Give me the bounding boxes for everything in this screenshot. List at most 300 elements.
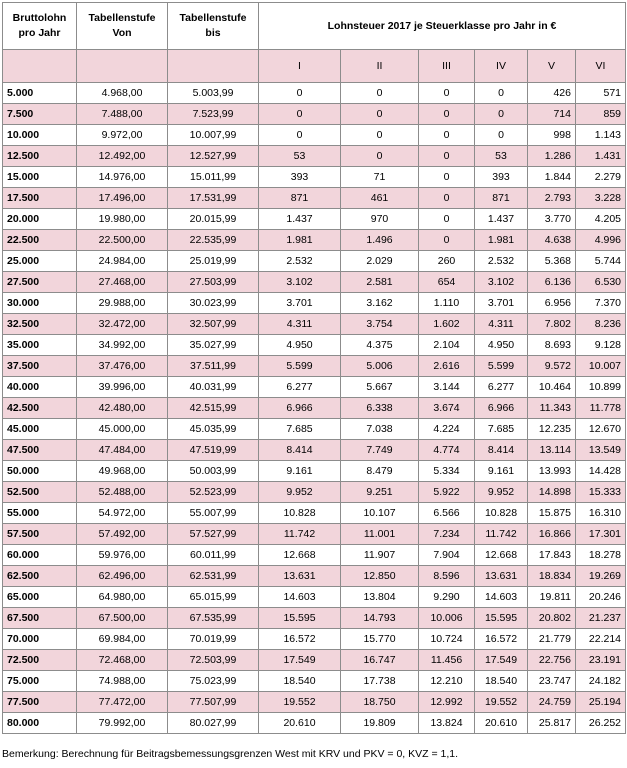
cell-class-vi: 1.431	[576, 146, 626, 167]
table-row	[3, 398, 626, 419]
subheader-class-iv: IV	[475, 50, 528, 83]
cell-von: 12.492,00	[77, 146, 168, 167]
cell-class-i: 0	[259, 125, 341, 146]
cell-bruttolohn: 10.000	[3, 125, 77, 146]
cell-class-vi: 859	[576, 104, 626, 125]
cell-class-v: 11.343	[528, 398, 576, 419]
cell-class-v: 16.866	[528, 524, 576, 545]
cell-bruttolohn: 12.500	[3, 146, 77, 167]
cell-class-iv: 3.701	[475, 293, 528, 314]
cell-bruttolohn: 5.000	[3, 83, 77, 104]
cell-class-ii: 17.738	[341, 671, 419, 692]
cell-bruttolohn: 15.000	[3, 167, 77, 188]
cell-class-vi: 25.194	[576, 692, 626, 713]
cell-class-iii: 6.566	[419, 503, 475, 524]
cell-bis: 37.511,99	[168, 356, 259, 377]
header-lohnsteuer-title: Lohnsteuer 2017 je Steuerklasse pro Jahr in €	[259, 3, 626, 50]
cell-class-vi: 17.301	[576, 524, 626, 545]
table-row	[3, 314, 626, 335]
cell-class-i: 3.102	[259, 272, 341, 293]
subheader-class-v: V	[528, 50, 576, 83]
cell-class-iii: 11.456	[419, 650, 475, 671]
cell-class-i: 7.685	[259, 419, 341, 440]
cell-class-v: 2.793	[528, 188, 576, 209]
cell-class-iv: 9.161	[475, 461, 528, 482]
tax-table-container	[2, 2, 625, 734]
cell-class-i: 16.572	[259, 629, 341, 650]
cell-class-v: 22.756	[528, 650, 576, 671]
cell-bruttolohn: 32.500	[3, 314, 77, 335]
cell-class-iii: 9.290	[419, 587, 475, 608]
cell-class-ii: 15.770	[341, 629, 419, 650]
cell-bruttolohn: 57.500	[3, 524, 77, 545]
cell-class-iii: 10.006	[419, 608, 475, 629]
cell-class-iv: 15.595	[475, 608, 528, 629]
cell-class-vi: 8.236	[576, 314, 626, 335]
cell-class-ii: 5.006	[341, 356, 419, 377]
cell-class-ii: 461	[341, 188, 419, 209]
cell-bruttolohn: 7.500	[3, 104, 77, 125]
cell-class-iv: 4.311	[475, 314, 528, 335]
cell-class-iv: 871	[475, 188, 528, 209]
cell-class-v: 6.136	[528, 272, 576, 293]
cell-bis: 32.507,99	[168, 314, 259, 335]
cell-class-vi: 19.269	[576, 566, 626, 587]
cell-class-iv: 6.277	[475, 377, 528, 398]
cell-bruttolohn: 40.000	[3, 377, 77, 398]
cell-class-i: 12.668	[259, 545, 341, 566]
cell-class-v: 13.114	[528, 440, 576, 461]
footnote-remark: Bemerkung: Berechnung für Beitragsbemessungsgrenzen West mit KRV und PKV = 0, KVZ = 1,1.	[2, 748, 459, 760]
cell-class-ii: 2.029	[341, 251, 419, 272]
cell-von: 24.984,00	[77, 251, 168, 272]
cell-von: 77.472,00	[77, 692, 168, 713]
cell-bis: 22.535,99	[168, 230, 259, 251]
cell-von: 54.972,00	[77, 503, 168, 524]
cell-class-vi: 1.143	[576, 125, 626, 146]
cell-class-vi: 2.279	[576, 167, 626, 188]
cell-class-iv: 11.742	[475, 524, 528, 545]
tax-table	[2, 2, 626, 734]
cell-class-vi: 12.670	[576, 419, 626, 440]
cell-class-v: 10.464	[528, 377, 576, 398]
cell-class-iii: 5.334	[419, 461, 475, 482]
table-row	[3, 524, 626, 545]
cell-bis: 25.019,99	[168, 251, 259, 272]
cell-class-ii: 14.793	[341, 608, 419, 629]
cell-von: 19.980,00	[77, 209, 168, 230]
cell-bis: 75.023,99	[168, 671, 259, 692]
cell-class-i: 18.540	[259, 671, 341, 692]
cell-class-i: 8.414	[259, 440, 341, 461]
table-row	[3, 566, 626, 587]
cell-class-ii: 6.338	[341, 398, 419, 419]
cell-class-i: 10.828	[259, 503, 341, 524]
subheader-class-vi: VI	[576, 50, 626, 83]
cell-class-vi: 20.246	[576, 587, 626, 608]
table-row	[3, 251, 626, 272]
cell-class-vi: 571	[576, 83, 626, 104]
cell-class-iv: 10.828	[475, 503, 528, 524]
cell-class-ii: 3.162	[341, 293, 419, 314]
cell-von: 9.972,00	[77, 125, 168, 146]
cell-class-iv: 2.532	[475, 251, 528, 272]
cell-bis: 65.015,99	[168, 587, 259, 608]
cell-von: 74.988,00	[77, 671, 168, 692]
cell-class-v: 15.875	[528, 503, 576, 524]
cell-class-ii: 5.667	[341, 377, 419, 398]
cell-class-vi: 16.310	[576, 503, 626, 524]
cell-bis: 15.011,99	[168, 167, 259, 188]
cell-class-vi: 23.191	[576, 650, 626, 671]
cell-von: 17.496,00	[77, 188, 168, 209]
cell-class-v: 23.747	[528, 671, 576, 692]
cell-class-v: 17.843	[528, 545, 576, 566]
table-row	[3, 692, 626, 713]
table-row	[3, 188, 626, 209]
cell-bis: 5.003,99	[168, 83, 259, 104]
header-tabellenstufe-von: Tabellenstufe Von	[77, 3, 168, 50]
cell-class-ii: 8.479	[341, 461, 419, 482]
cell-class-ii: 11.907	[341, 545, 419, 566]
cell-bruttolohn: 37.500	[3, 356, 77, 377]
cell-class-iii: 0	[419, 104, 475, 125]
table-row	[3, 608, 626, 629]
cell-class-iv: 18.540	[475, 671, 528, 692]
cell-class-iii: 4.774	[419, 440, 475, 461]
cell-class-v: 1.286	[528, 146, 576, 167]
cell-von: 62.496,00	[77, 566, 168, 587]
cell-class-iii: 260	[419, 251, 475, 272]
cell-bis: 57.527,99	[168, 524, 259, 545]
cell-bis: 55.007,99	[168, 503, 259, 524]
cell-class-iv: 53	[475, 146, 528, 167]
cell-bruttolohn: 50.000	[3, 461, 77, 482]
cell-class-ii: 9.251	[341, 482, 419, 503]
cell-class-i: 17.549	[259, 650, 341, 671]
cell-class-v: 20.802	[528, 608, 576, 629]
cell-class-v: 426	[528, 83, 576, 104]
cell-class-i: 11.742	[259, 524, 341, 545]
cell-bruttolohn: 22.500	[3, 230, 77, 251]
cell-class-iv: 0	[475, 83, 528, 104]
table-row	[3, 146, 626, 167]
cell-bis: 27.503,99	[168, 272, 259, 293]
cell-class-v: 9.572	[528, 356, 576, 377]
cell-bruttolohn: 45.000	[3, 419, 77, 440]
cell-class-iii: 3.674	[419, 398, 475, 419]
cell-von: 59.976,00	[77, 545, 168, 566]
cell-bis: 10.007,99	[168, 125, 259, 146]
cell-class-v: 14.898	[528, 482, 576, 503]
table-row	[3, 587, 626, 608]
cell-class-v: 18.834	[528, 566, 576, 587]
cell-class-i: 2.532	[259, 251, 341, 272]
cell-class-iv: 20.610	[475, 713, 528, 734]
cell-bruttolohn: 35.000	[3, 335, 77, 356]
cell-class-i: 4.311	[259, 314, 341, 335]
cell-class-iv: 12.668	[475, 545, 528, 566]
cell-class-v: 6.956	[528, 293, 576, 314]
cell-bruttolohn: 72.500	[3, 650, 77, 671]
table-row	[3, 440, 626, 461]
cell-class-vi: 21.237	[576, 608, 626, 629]
cell-class-iv: 16.572	[475, 629, 528, 650]
cell-von: 52.488,00	[77, 482, 168, 503]
cell-bis: 45.035,99	[168, 419, 259, 440]
cell-class-v: 714	[528, 104, 576, 125]
cell-class-v: 1.844	[528, 167, 576, 188]
cell-class-vi: 4.996	[576, 230, 626, 251]
cell-class-iii: 1.602	[419, 314, 475, 335]
cell-class-iv: 393	[475, 167, 528, 188]
cell-class-i: 3.701	[259, 293, 341, 314]
cell-von: 49.968,00	[77, 461, 168, 482]
cell-class-ii: 7.038	[341, 419, 419, 440]
cell-class-iii: 3.144	[419, 377, 475, 398]
cell-von: 42.480,00	[77, 398, 168, 419]
cell-bis: 12.527,99	[168, 146, 259, 167]
cell-class-iv: 19.552	[475, 692, 528, 713]
cell-class-iii: 7.904	[419, 545, 475, 566]
cell-class-iii: 0	[419, 188, 475, 209]
cell-class-i: 0	[259, 83, 341, 104]
cell-class-i: 6.277	[259, 377, 341, 398]
cell-class-i: 0	[259, 104, 341, 125]
cell-bruttolohn: 42.500	[3, 398, 77, 419]
header-bruttolohn: Bruttolohn pro Jahr	[3, 3, 77, 50]
cell-class-ii: 71	[341, 167, 419, 188]
cell-class-vi: 10.007	[576, 356, 626, 377]
cell-class-i: 6.966	[259, 398, 341, 419]
cell-class-ii: 2.581	[341, 272, 419, 293]
cell-class-i: 1.981	[259, 230, 341, 251]
cell-class-vi: 6.530	[576, 272, 626, 293]
cell-bruttolohn: 27.500	[3, 272, 77, 293]
cell-bis: 17.531,99	[168, 188, 259, 209]
cell-class-v: 3.770	[528, 209, 576, 230]
cell-bruttolohn: 80.000	[3, 713, 77, 734]
cell-class-vi: 11.778	[576, 398, 626, 419]
cell-class-iii: 2.616	[419, 356, 475, 377]
cell-von: 32.472,00	[77, 314, 168, 335]
subheader-empty-brutto	[3, 50, 77, 83]
table-row	[3, 419, 626, 440]
cell-class-iv: 8.414	[475, 440, 528, 461]
cell-class-ii: 19.809	[341, 713, 419, 734]
cell-von: 4.968,00	[77, 83, 168, 104]
cell-bis: 62.531,99	[168, 566, 259, 587]
cell-class-v: 8.693	[528, 335, 576, 356]
cell-class-vi: 24.182	[576, 671, 626, 692]
cell-class-vi: 3.228	[576, 188, 626, 209]
table-row	[3, 503, 626, 524]
cell-class-vi: 9.128	[576, 335, 626, 356]
cell-class-vi: 26.252	[576, 713, 626, 734]
cell-class-v: 998	[528, 125, 576, 146]
header-tabellenstufe-bis: Tabellenstufe bis	[168, 3, 259, 50]
cell-bruttolohn: 25.000	[3, 251, 77, 272]
cell-bis: 50.003,99	[168, 461, 259, 482]
cell-class-iii: 0	[419, 125, 475, 146]
table-row	[3, 650, 626, 671]
cell-class-vi: 15.333	[576, 482, 626, 503]
cell-von: 34.992,00	[77, 335, 168, 356]
table-row	[3, 167, 626, 188]
cell-class-iii: 5.922	[419, 482, 475, 503]
cell-class-i: 1.437	[259, 209, 341, 230]
cell-class-iii: 0	[419, 167, 475, 188]
cell-class-ii: 11.001	[341, 524, 419, 545]
cell-class-iii: 4.224	[419, 419, 475, 440]
table-row	[3, 713, 626, 734]
cell-class-iii: 654	[419, 272, 475, 293]
cell-class-i: 15.595	[259, 608, 341, 629]
cell-class-iv: 7.685	[475, 419, 528, 440]
cell-class-i: 19.552	[259, 692, 341, 713]
cell-class-iv: 17.549	[475, 650, 528, 671]
cell-class-ii: 3.754	[341, 314, 419, 335]
cell-class-iii: 10.724	[419, 629, 475, 650]
cell-bis: 35.027,99	[168, 335, 259, 356]
cell-von: 37.476,00	[77, 356, 168, 377]
table-row	[3, 356, 626, 377]
cell-class-vi: 13.549	[576, 440, 626, 461]
cell-class-vi: 18.278	[576, 545, 626, 566]
cell-bruttolohn: 65.000	[3, 587, 77, 608]
cell-class-v: 7.802	[528, 314, 576, 335]
cell-class-v: 19.811	[528, 587, 576, 608]
cell-bruttolohn: 52.500	[3, 482, 77, 503]
table-row	[3, 461, 626, 482]
cell-bis: 20.015,99	[168, 209, 259, 230]
cell-class-ii: 0	[341, 83, 419, 104]
cell-class-iv: 5.599	[475, 356, 528, 377]
cell-bruttolohn: 62.500	[3, 566, 77, 587]
cell-von: 39.996,00	[77, 377, 168, 398]
cell-von: 14.976,00	[77, 167, 168, 188]
cell-von: 7.488,00	[77, 104, 168, 125]
cell-class-v: 24.759	[528, 692, 576, 713]
cell-class-iii: 13.824	[419, 713, 475, 734]
cell-class-vi: 4.205	[576, 209, 626, 230]
cell-class-ii: 1.496	[341, 230, 419, 251]
cell-von: 57.492,00	[77, 524, 168, 545]
cell-bruttolohn: 70.000	[3, 629, 77, 650]
cell-class-iv: 1.437	[475, 209, 528, 230]
cell-class-i: 14.603	[259, 587, 341, 608]
cell-von: 79.992,00	[77, 713, 168, 734]
table-row	[3, 629, 626, 650]
cell-class-i: 9.161	[259, 461, 341, 482]
cell-bruttolohn: 75.000	[3, 671, 77, 692]
cell-class-iv: 9.952	[475, 482, 528, 503]
cell-bis: 7.523,99	[168, 104, 259, 125]
cell-bruttolohn: 60.000	[3, 545, 77, 566]
subheader-empty-von	[77, 50, 168, 83]
cell-class-iv: 1.981	[475, 230, 528, 251]
cell-bruttolohn: 67.500	[3, 608, 77, 629]
cell-class-i: 871	[259, 188, 341, 209]
cell-class-iv: 0	[475, 125, 528, 146]
cell-class-iv: 3.102	[475, 272, 528, 293]
cell-class-v: 5.368	[528, 251, 576, 272]
cell-class-iii: 12.992	[419, 692, 475, 713]
cell-class-iv: 6.966	[475, 398, 528, 419]
cell-class-iii: 0	[419, 83, 475, 104]
cell-class-ii: 12.850	[341, 566, 419, 587]
cell-class-iv: 4.950	[475, 335, 528, 356]
subheader-empty-bis	[168, 50, 259, 83]
cell-class-ii: 0	[341, 146, 419, 167]
cell-bis: 52.523,99	[168, 482, 259, 503]
subheader-class-iii: III	[419, 50, 475, 83]
cell-class-ii: 4.375	[341, 335, 419, 356]
cell-von: 69.984,00	[77, 629, 168, 650]
table-row	[3, 293, 626, 314]
cell-class-v: 4.638	[528, 230, 576, 251]
cell-von: 67.500,00	[77, 608, 168, 629]
cell-von: 45.000,00	[77, 419, 168, 440]
cell-class-ii: 16.747	[341, 650, 419, 671]
table-row	[3, 671, 626, 692]
cell-class-ii: 7.749	[341, 440, 419, 461]
cell-class-iv: 0	[475, 104, 528, 125]
cell-class-iii: 7.234	[419, 524, 475, 545]
cell-bis: 80.027,99	[168, 713, 259, 734]
cell-class-iv: 14.603	[475, 587, 528, 608]
cell-bruttolohn: 47.500	[3, 440, 77, 461]
cell-class-v: 12.235	[528, 419, 576, 440]
cell-bruttolohn: 30.000	[3, 293, 77, 314]
cell-class-ii: 0	[341, 104, 419, 125]
table-row	[3, 482, 626, 503]
cell-class-i: 20.610	[259, 713, 341, 734]
cell-class-vi: 7.370	[576, 293, 626, 314]
cell-class-vi: 10.899	[576, 377, 626, 398]
cell-bis: 30.023,99	[168, 293, 259, 314]
cell-bis: 42.515,99	[168, 398, 259, 419]
tax-table-body	[3, 83, 626, 734]
cell-bis: 40.031,99	[168, 377, 259, 398]
cell-bruttolohn: 77.500	[3, 692, 77, 713]
cell-class-v: 25.817	[528, 713, 576, 734]
table-row	[3, 377, 626, 398]
cell-bis: 77.507,99	[168, 692, 259, 713]
cell-bis: 72.503,99	[168, 650, 259, 671]
cell-class-iii: 12.210	[419, 671, 475, 692]
cell-von: 64.980,00	[77, 587, 168, 608]
cell-class-iii: 0	[419, 209, 475, 230]
cell-bruttolohn: 17.500	[3, 188, 77, 209]
cell-von: 47.484,00	[77, 440, 168, 461]
cell-class-iii: 8.596	[419, 566, 475, 587]
cell-class-i: 9.952	[259, 482, 341, 503]
cell-bis: 60.011,99	[168, 545, 259, 566]
cell-class-v: 13.993	[528, 461, 576, 482]
table-row	[3, 209, 626, 230]
table-row	[3, 83, 626, 104]
cell-class-iii: 1.110	[419, 293, 475, 314]
cell-class-iii: 0	[419, 146, 475, 167]
cell-von: 27.468,00	[77, 272, 168, 293]
cell-class-iii: 2.104	[419, 335, 475, 356]
cell-class-v: 21.779	[528, 629, 576, 650]
cell-von: 72.468,00	[77, 650, 168, 671]
table-row	[3, 272, 626, 293]
cell-class-vi: 14.428	[576, 461, 626, 482]
cell-class-ii: 10.107	[341, 503, 419, 524]
